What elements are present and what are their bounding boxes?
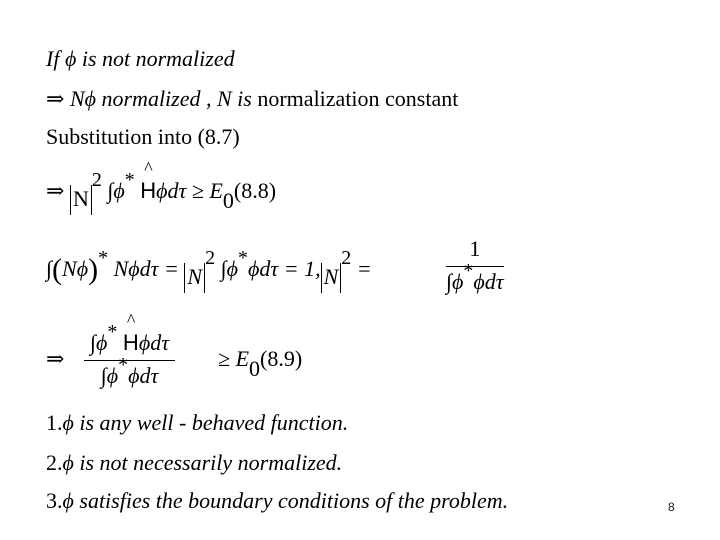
normalized-math: Nϕ normalized , N is	[69, 86, 258, 111]
subscript-0: 0	[249, 356, 261, 381]
condition-3	[46, 488, 508, 514]
condition-2	[46, 450, 342, 476]
left-paren: (	[52, 253, 63, 286]
variational-fraction	[84, 310, 175, 389]
normalization-fraction	[446, 236, 504, 295]
condition-text: ϕ is any well - behaved function.	[62, 410, 349, 435]
normalization-equation	[46, 247, 372, 293]
equals-sign: =	[351, 256, 372, 281]
equation-8-8	[46, 158, 277, 215]
conjugate-star: *	[237, 247, 248, 269]
normalization-constant-text: normalization constant	[257, 86, 459, 111]
normalization-constant-line	[46, 86, 458, 112]
hat-icon: ^	[126, 310, 136, 330]
fraction-denominator: ∫ϕ*ϕdτ	[446, 260, 504, 294]
integral-sign: ∫	[107, 178, 114, 203]
substitution-text: Substitution into (8.7)	[46, 124, 240, 149]
equation-8-9-rhs	[218, 346, 303, 381]
statement-not-normalized-text: If ϕ is not normalized	[46, 46, 235, 71]
integral-sign: ∫	[46, 256, 53, 281]
N-phi: Nϕ	[62, 256, 89, 281]
abs-N: N	[321, 263, 342, 293]
phi: ϕ	[113, 178, 125, 203]
norm-mid: Nϕdτ =	[108, 256, 185, 281]
exponent-2: 2	[341, 247, 352, 269]
page-number: 8	[668, 500, 675, 514]
norm-mid2: ϕdτ = 1,	[247, 256, 321, 281]
hamiltonian-operator: ^ H	[140, 158, 157, 203]
hat-icon: ^	[144, 158, 153, 178]
condition-number: 3.	[46, 488, 63, 513]
fraction-numerator: ∫ϕ* ^ Hϕdτ	[84, 330, 175, 361]
fraction-denominator: ∫ϕ*ϕdτ	[100, 354, 159, 388]
exponent-2: 2	[205, 247, 216, 269]
subscript-0: 0	[222, 188, 234, 213]
condition-text: ϕ satisfies the boundary conditions of the problem.	[62, 488, 509, 513]
eq88-tail: ϕdτ ≥ E	[156, 178, 223, 203]
condition-number: 1.	[46, 410, 63, 435]
conjugate-star: *	[98, 247, 109, 269]
eq89-label: (8.9)	[260, 346, 303, 371]
ge-E: ≥ E	[218, 346, 250, 371]
implies-arrow-icon: ⇒	[46, 178, 65, 203]
condition-1	[46, 410, 348, 436]
substitution-line	[46, 124, 240, 150]
right-paren: )	[88, 253, 99, 286]
norm-int2: ∫ϕ	[215, 256, 238, 281]
implies-arrow-icon: ⇒	[46, 86, 65, 111]
eq88-label: (8.8)	[233, 178, 277, 203]
abs-N: N	[184, 263, 205, 293]
abs-N: N	[70, 185, 92, 215]
condition-text: ϕ is not necessarily normalized.	[62, 450, 343, 475]
exponent-2: 2	[91, 169, 102, 191]
condition-number: 2.	[46, 450, 63, 475]
conjugate-star: *	[124, 169, 135, 191]
implies-arrow-icon: ⇒	[46, 346, 65, 371]
hamiltonian-operator: ^ H	[122, 310, 139, 355]
implies-arrow-8-9	[46, 346, 64, 372]
statement-not-normalized	[46, 46, 235, 72]
fraction-numerator: 1	[446, 236, 504, 267]
